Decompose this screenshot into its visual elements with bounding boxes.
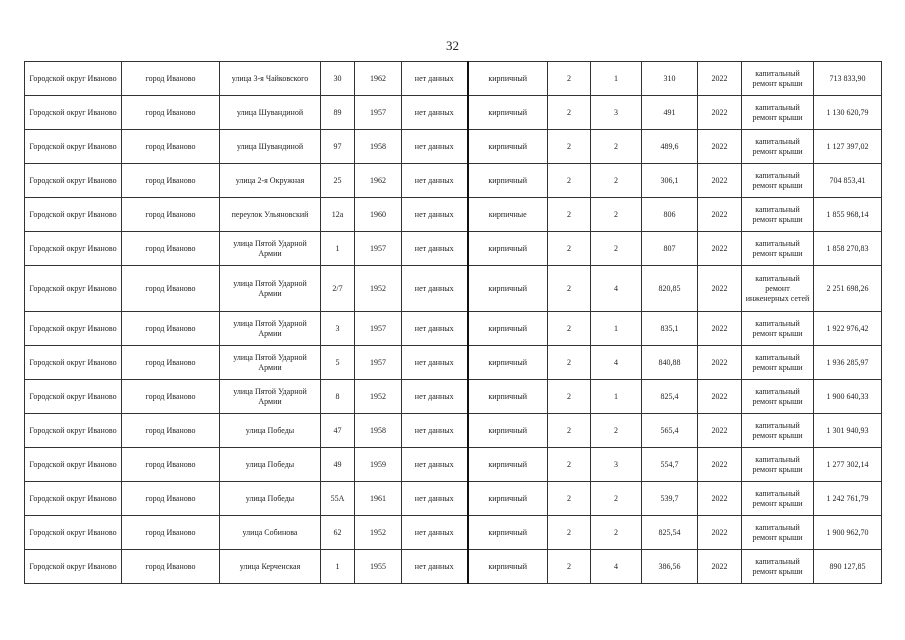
municipality-cell: Городской округ Иваново bbox=[25, 414, 122, 448]
work-type-cell: капитальный ремонт крыши bbox=[742, 232, 814, 266]
settlement-cell: город Иваново bbox=[122, 62, 220, 96]
entrances-cell: 4 bbox=[591, 346, 642, 380]
municipality-cell: Городской округ Иваново bbox=[25, 266, 122, 312]
settlement-cell: город Иваново bbox=[122, 516, 220, 550]
year-built-cell: 1952 bbox=[355, 380, 402, 414]
street-cell: улица Шувандиной bbox=[220, 130, 321, 164]
table-row bbox=[25, 414, 882, 448]
cost-cell: 1 301 940,93 bbox=[814, 414, 882, 448]
cost-cell: 890 127,85 bbox=[814, 550, 882, 584]
cost-cell: 1 900 962,70 bbox=[814, 516, 882, 550]
page-number: 32 bbox=[446, 38, 459, 53]
data-cell-cell: нет данных bbox=[402, 164, 468, 198]
floors-cell: 2 bbox=[548, 62, 591, 96]
year-built-cell: 1958 bbox=[355, 414, 402, 448]
table-row bbox=[25, 96, 882, 130]
entrances-cell: 1 bbox=[591, 62, 642, 96]
area-cell: 310 bbox=[642, 62, 698, 96]
repair-year-cell: 2022 bbox=[698, 62, 742, 96]
floors-cell: 2 bbox=[548, 312, 591, 346]
data-cell-cell: нет данных bbox=[402, 312, 468, 346]
data-cell-cell: нет данных bbox=[402, 482, 468, 516]
table-row bbox=[25, 198, 882, 232]
house-number-cell: 30 bbox=[321, 62, 355, 96]
table-row bbox=[25, 448, 882, 482]
street-cell: улица Пятой Ударной Армии bbox=[220, 232, 321, 266]
repair-year-cell: 2022 bbox=[698, 482, 742, 516]
table-row bbox=[25, 130, 882, 164]
wall-material-cell: кирпичный bbox=[468, 266, 548, 312]
entrances-cell: 2 bbox=[591, 130, 642, 164]
data-cell-cell: нет данных bbox=[402, 380, 468, 414]
entrances-cell: 2 bbox=[591, 482, 642, 516]
area-cell: 489,6 bbox=[642, 130, 698, 164]
floors-cell: 2 bbox=[548, 550, 591, 584]
entrances-cell: 1 bbox=[591, 312, 642, 346]
repair-year-cell: 2022 bbox=[698, 164, 742, 198]
repair-year-cell: 2022 bbox=[698, 130, 742, 164]
street-cell: улица Пятой Ударной Армии bbox=[220, 266, 321, 312]
table-row bbox=[25, 346, 882, 380]
wall-material-cell: кирпичный bbox=[468, 130, 548, 164]
settlement-cell: город Иваново bbox=[122, 448, 220, 482]
house-number-cell: 89 bbox=[321, 96, 355, 130]
wall-material-cell: кирпичный bbox=[468, 482, 548, 516]
entrances-cell: 3 bbox=[591, 96, 642, 130]
street-cell: улица Собинова bbox=[220, 516, 321, 550]
house-number-cell: 8 bbox=[321, 380, 355, 414]
year-built-cell: 1952 bbox=[355, 516, 402, 550]
area-cell: 806 bbox=[642, 198, 698, 232]
repair-year-cell: 2022 bbox=[698, 550, 742, 584]
entrances-cell: 2 bbox=[591, 198, 642, 232]
municipality-cell: Городской округ Иваново bbox=[25, 516, 122, 550]
municipality-cell: Городской округ Иваново bbox=[25, 232, 122, 266]
work-type-cell: капитальный ремонт крыши bbox=[742, 448, 814, 482]
municipality-cell: Городской округ Иваново bbox=[25, 164, 122, 198]
house-number-cell: 3 bbox=[321, 312, 355, 346]
work-type-cell: капитальный ремонт крыши bbox=[742, 164, 814, 198]
data-cell-cell: нет данных bbox=[402, 130, 468, 164]
data-cell-cell: нет данных bbox=[402, 346, 468, 380]
street-cell: улица Пятой Ударной Армии bbox=[220, 346, 321, 380]
floors-cell: 2 bbox=[548, 198, 591, 232]
data-cell-cell: нет данных bbox=[402, 516, 468, 550]
house-number-cell: 25 bbox=[321, 164, 355, 198]
municipality-cell: Городской округ Иваново bbox=[25, 380, 122, 414]
area-cell: 825,54 bbox=[642, 516, 698, 550]
street-cell: переулок Ульяновский bbox=[220, 198, 321, 232]
year-built-cell: 1952 bbox=[355, 266, 402, 312]
municipality-cell: Городской округ Иваново bbox=[25, 482, 122, 516]
year-built-cell: 1957 bbox=[355, 232, 402, 266]
data-cell-cell: нет данных bbox=[402, 62, 468, 96]
year-built-cell: 1960 bbox=[355, 198, 402, 232]
house-number-cell: 1 bbox=[321, 550, 355, 584]
floors-cell: 2 bbox=[548, 516, 591, 550]
house-number-cell: 47 bbox=[321, 414, 355, 448]
wall-material-cell: кирпичный bbox=[468, 62, 548, 96]
settlement-cell: город Иваново bbox=[122, 164, 220, 198]
wall-material-cell: кирпичный bbox=[468, 448, 548, 482]
municipality-cell: Городской округ Иваново bbox=[25, 62, 122, 96]
cost-cell: 1 130 620,79 bbox=[814, 96, 882, 130]
year-built-cell: 1962 bbox=[355, 62, 402, 96]
area-cell: 491 bbox=[642, 96, 698, 130]
settlement-cell: город Иваново bbox=[122, 266, 220, 312]
settlement-cell: город Иваново bbox=[122, 550, 220, 584]
repair-year-cell: 2022 bbox=[698, 380, 742, 414]
settlement-cell: город Иваново bbox=[122, 130, 220, 164]
data-cell-cell: нет данных bbox=[402, 232, 468, 266]
settlement-cell: город Иваново bbox=[122, 198, 220, 232]
house-number-cell: 97 bbox=[321, 130, 355, 164]
year-built-cell: 1957 bbox=[355, 346, 402, 380]
street-cell: улица Керченская bbox=[220, 550, 321, 584]
wall-material-cell: кирпичный bbox=[468, 312, 548, 346]
floors-cell: 2 bbox=[548, 346, 591, 380]
data-cell-cell: нет данных bbox=[402, 198, 468, 232]
floors-cell: 2 bbox=[548, 266, 591, 312]
floors-cell: 2 bbox=[548, 448, 591, 482]
repair-year-cell: 2022 bbox=[698, 266, 742, 312]
settlement-cell: город Иваново bbox=[122, 232, 220, 266]
area-cell: 539,7 bbox=[642, 482, 698, 516]
wall-material-cell: кирпичный bbox=[468, 164, 548, 198]
work-type-cell: капитальный ремонт крыши bbox=[742, 198, 814, 232]
wall-material-cell: кирпичный bbox=[468, 516, 548, 550]
cost-cell: 704 853,41 bbox=[814, 164, 882, 198]
house-number-cell: 1 bbox=[321, 232, 355, 266]
housing-repair-table bbox=[24, 61, 882, 584]
cost-cell: 1 922 976,42 bbox=[814, 312, 882, 346]
work-type-cell: капитальный ремонт крыши bbox=[742, 482, 814, 516]
settlement-cell: город Иваново bbox=[122, 482, 220, 516]
area-cell: 820,85 bbox=[642, 266, 698, 312]
house-number-cell: 49 bbox=[321, 448, 355, 482]
cost-cell: 1 242 761,79 bbox=[814, 482, 882, 516]
entrances-cell: 2 bbox=[591, 516, 642, 550]
data-cell-cell: нет данных bbox=[402, 550, 468, 584]
wall-material-cell: кирпичный bbox=[468, 346, 548, 380]
data-cell-cell: нет данных bbox=[402, 266, 468, 312]
year-built-cell: 1955 bbox=[355, 550, 402, 584]
street-cell: улица 3-я Чайковского bbox=[220, 62, 321, 96]
wall-material-cell: кирпичные bbox=[468, 198, 548, 232]
area-cell: 306,1 bbox=[642, 164, 698, 198]
floors-cell: 2 bbox=[548, 164, 591, 198]
repair-year-cell: 2022 bbox=[698, 232, 742, 266]
floors-cell: 2 bbox=[548, 130, 591, 164]
settlement-cell: город Иваново bbox=[122, 414, 220, 448]
area-cell: 835,1 bbox=[642, 312, 698, 346]
wall-material-cell: кирпичный bbox=[468, 96, 548, 130]
area-cell: 825,4 bbox=[642, 380, 698, 414]
repair-year-cell: 2022 bbox=[698, 312, 742, 346]
settlement-cell: город Иваново bbox=[122, 380, 220, 414]
cost-cell: 713 833,90 bbox=[814, 62, 882, 96]
entrances-cell: 4 bbox=[591, 550, 642, 584]
work-type-cell: капитальный ремонт крыши bbox=[742, 550, 814, 584]
year-built-cell: 1959 bbox=[355, 448, 402, 482]
work-type-cell: капитальный ремонт крыши bbox=[742, 516, 814, 550]
cost-cell: 1 855 968,14 bbox=[814, 198, 882, 232]
street-cell: улица Победы bbox=[220, 414, 321, 448]
data-cell-cell: нет данных bbox=[402, 96, 468, 130]
data-cell-cell: нет данных bbox=[402, 448, 468, 482]
municipality-cell: Городской округ Иваново bbox=[25, 130, 122, 164]
entrances-cell: 2 bbox=[591, 164, 642, 198]
year-built-cell: 1957 bbox=[355, 96, 402, 130]
floors-cell: 2 bbox=[548, 380, 591, 414]
street-cell: улица Пятой Ударной Армии bbox=[220, 380, 321, 414]
entrances-cell: 4 bbox=[591, 266, 642, 312]
street-cell: улица Победы bbox=[220, 482, 321, 516]
municipality-cell: Городской округ Иваново bbox=[25, 550, 122, 584]
street-cell: улица 2-я Окружная bbox=[220, 164, 321, 198]
settlement-cell: город Иваново bbox=[122, 96, 220, 130]
table-row bbox=[25, 380, 882, 414]
table-row bbox=[25, 516, 882, 550]
settlement-cell: город Иваново bbox=[122, 346, 220, 380]
table-row bbox=[25, 312, 882, 346]
street-cell: улица Победы bbox=[220, 448, 321, 482]
table-row bbox=[25, 482, 882, 516]
area-cell: 554,7 bbox=[642, 448, 698, 482]
table-row bbox=[25, 232, 882, 266]
municipality-cell: Городской округ Иваново bbox=[25, 448, 122, 482]
work-type-cell: капитальный ремонт крыши bbox=[742, 130, 814, 164]
cost-cell: 1 858 270,83 bbox=[814, 232, 882, 266]
house-number-cell: 55А bbox=[321, 482, 355, 516]
cost-cell: 1 127 397,02 bbox=[814, 130, 882, 164]
repair-year-cell: 2022 bbox=[698, 448, 742, 482]
wall-material-cell: кирпичный bbox=[468, 232, 548, 266]
floors-cell: 2 bbox=[548, 482, 591, 516]
table-row bbox=[25, 164, 882, 198]
house-number-cell: 12а bbox=[321, 198, 355, 232]
cost-cell: 1 936 285,97 bbox=[814, 346, 882, 380]
area-cell: 386,56 bbox=[642, 550, 698, 584]
year-built-cell: 1962 bbox=[355, 164, 402, 198]
year-built-cell: 1957 bbox=[355, 312, 402, 346]
year-built-cell: 1961 bbox=[355, 482, 402, 516]
area-cell: 565,4 bbox=[642, 414, 698, 448]
municipality-cell: Городской округ Иваново bbox=[25, 312, 122, 346]
work-type-cell: капитальный ремонт крыши bbox=[742, 96, 814, 130]
area-cell: 840,88 bbox=[642, 346, 698, 380]
cost-cell: 2 251 698,26 bbox=[814, 266, 882, 312]
entrances-cell: 3 bbox=[591, 448, 642, 482]
table-row bbox=[25, 550, 882, 584]
floors-cell: 2 bbox=[548, 96, 591, 130]
work-type-cell: капитальный ремонт крыши bbox=[742, 62, 814, 96]
repair-year-cell: 2022 bbox=[698, 96, 742, 130]
street-cell: улица Шувандиной bbox=[220, 96, 321, 130]
entrances-cell: 2 bbox=[591, 232, 642, 266]
work-type-cell: капитальный ремонт крыши bbox=[742, 312, 814, 346]
municipality-cell: Городской округ Иваново bbox=[25, 346, 122, 380]
cost-cell: 1 277 302,14 bbox=[814, 448, 882, 482]
table-row bbox=[25, 62, 882, 96]
table-row bbox=[25, 266, 882, 312]
wall-material-cell: кирпичный bbox=[468, 550, 548, 584]
floors-cell: 2 bbox=[548, 232, 591, 266]
work-type-cell: капитальный ремонт инженерных сетей bbox=[742, 266, 814, 312]
cost-cell: 1 900 640,33 bbox=[814, 380, 882, 414]
repair-year-cell: 2022 bbox=[698, 414, 742, 448]
house-number-cell: 62 bbox=[321, 516, 355, 550]
settlement-cell: город Иваново bbox=[122, 312, 220, 346]
repair-year-cell: 2022 bbox=[698, 516, 742, 550]
work-type-cell: капитальный ремонт крыши bbox=[742, 414, 814, 448]
floors-cell: 2 bbox=[548, 414, 591, 448]
municipality-cell: Городской округ Иваново bbox=[25, 198, 122, 232]
year-built-cell: 1958 bbox=[355, 130, 402, 164]
entrances-cell: 1 bbox=[591, 380, 642, 414]
repair-year-cell: 2022 bbox=[698, 198, 742, 232]
repair-year-cell: 2022 bbox=[698, 346, 742, 380]
house-number-cell: 2/7 bbox=[321, 266, 355, 312]
entrances-cell: 2 bbox=[591, 414, 642, 448]
area-cell: 807 bbox=[642, 232, 698, 266]
house-number-cell: 5 bbox=[321, 346, 355, 380]
data-cell-cell: нет данных bbox=[402, 414, 468, 448]
wall-material-cell: кирпичный bbox=[468, 414, 548, 448]
street-cell: улица Пятой Ударной Армии bbox=[220, 312, 321, 346]
work-type-cell: капитальный ремонт крыши bbox=[742, 380, 814, 414]
wall-material-cell: кирпичный bbox=[468, 380, 548, 414]
municipality-cell: Городской округ Иваново bbox=[25, 96, 122, 130]
work-type-cell: капитальный ремонт крыши bbox=[742, 346, 814, 380]
